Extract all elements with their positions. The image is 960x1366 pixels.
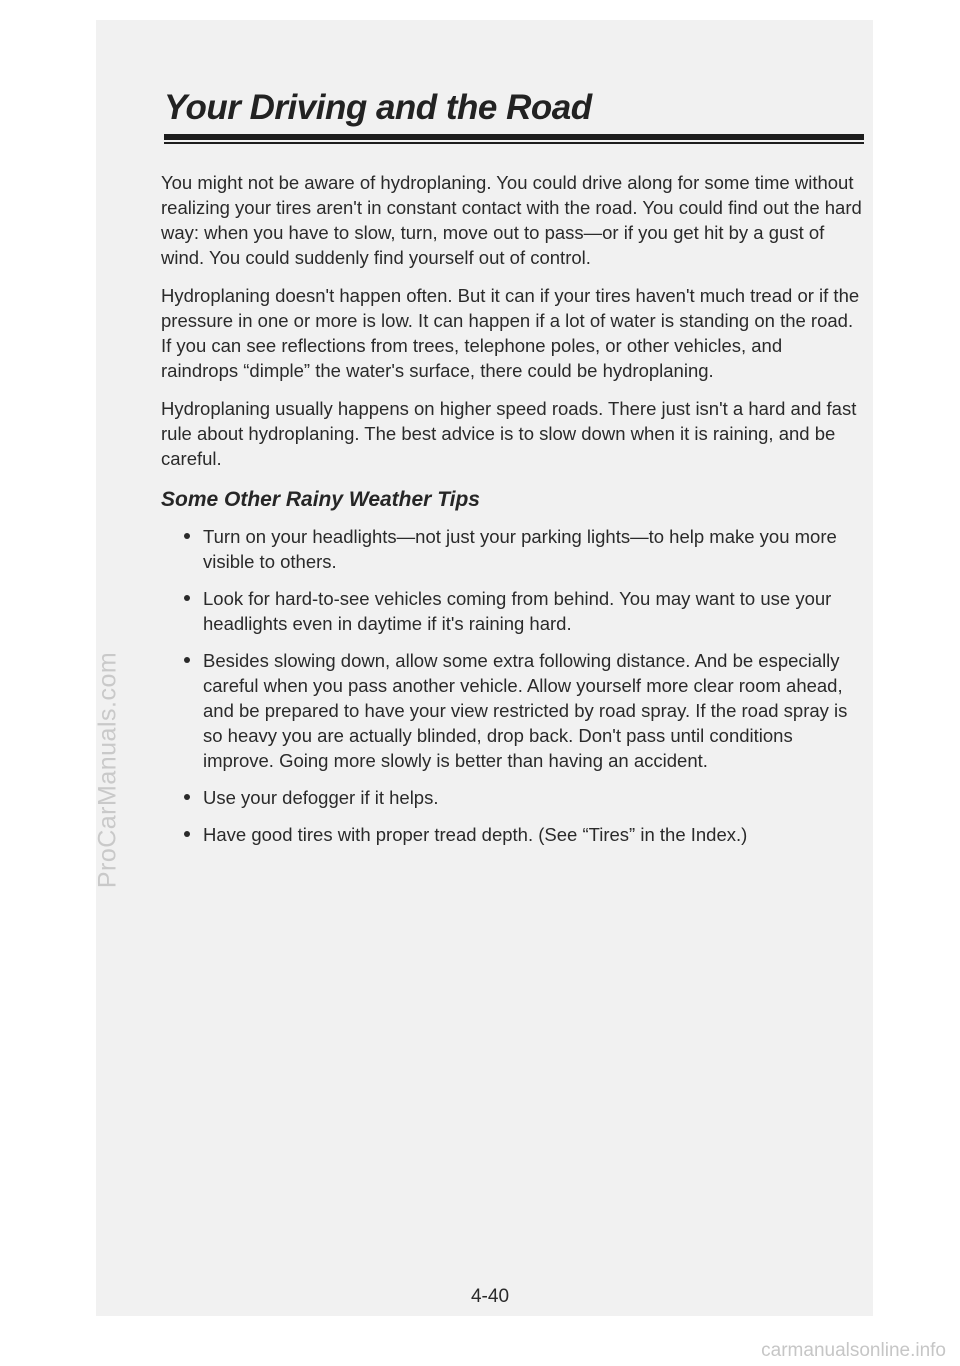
- list-item: [161, 785, 863, 810]
- bullet-icon: [184, 831, 190, 837]
- list-item-text: Have good tires with proper tread depth. (See “Tires” in the Index.): [203, 824, 748, 845]
- bottom-watermark: carmanualsonline.info: [761, 1340, 946, 1361]
- bullet-icon: [184, 794, 190, 800]
- list-item: [161, 648, 863, 773]
- page-title: Your Driving and the Road: [164, 88, 592, 127]
- paragraph-hydroplaning-advice: Hydroplaning usually happens on higher speed roads. There just isn't a hard and fast rule about hydroplaning. The best advice is to slow down when it is raining, and be careful.: [161, 398, 857, 469]
- tips-list: [161, 524, 863, 847]
- bullet-icon: [184, 595, 190, 601]
- section-heading: Some Other Rainy Weather Tips: [161, 488, 480, 511]
- page-number: 4-40: [470, 1286, 510, 1307]
- list-item-text: Besides slowing down, allow some extra following distance. And be especially careful when you pass another vehicle. Allow yourself more clear room ahead, and be prepared to have your view restricted by road spray. If the road spray is so heavy you are actually blinded, drop back. Don't pass until conditions improve. Going more slowly is better than having an accident.: [203, 650, 848, 771]
- list-item-text: Use your defogger if it helps.: [203, 787, 439, 808]
- list-item: [161, 822, 863, 847]
- paragraph-hydroplaning-causes: Hydroplaning doesn't happen often. But it can if your tires haven't much tread or if the pressure in one or more is low. It can happen if a lot of water is standing on the road. If you can see reflections from trees, telephone poles, or other vehicles, and raindrops “dimple” the water's surface, there could be hydroplaning.: [161, 285, 860, 381]
- bullet-icon: [184, 533, 190, 539]
- side-watermark: ProCarManuals.com: [93, 651, 122, 889]
- list-item: [161, 586, 863, 636]
- list-item-text: Turn on your headlights—not just your parking lights—to help make you more visible to others.: [203, 526, 837, 572]
- list-item-text: Look for hard-to-see vehicles coming from behind. You may want to use your headlights even in daytime if it's raining hard.: [203, 588, 832, 634]
- title-rule: [164, 134, 864, 144]
- paragraph-hydroplaning-awareness: You might not be aware of hydroplaning. You could drive along for some time without realizing your tires aren't in constant contact with the road. You could find out the hard way: when you have to slow, turn, move out to pass—or if you get hit by a gust of wind. You could suddenly find yourself out of control.: [161, 172, 862, 268]
- bullet-icon: [184, 657, 190, 663]
- body-content: [161, 170, 863, 859]
- list-item: [161, 524, 863, 574]
